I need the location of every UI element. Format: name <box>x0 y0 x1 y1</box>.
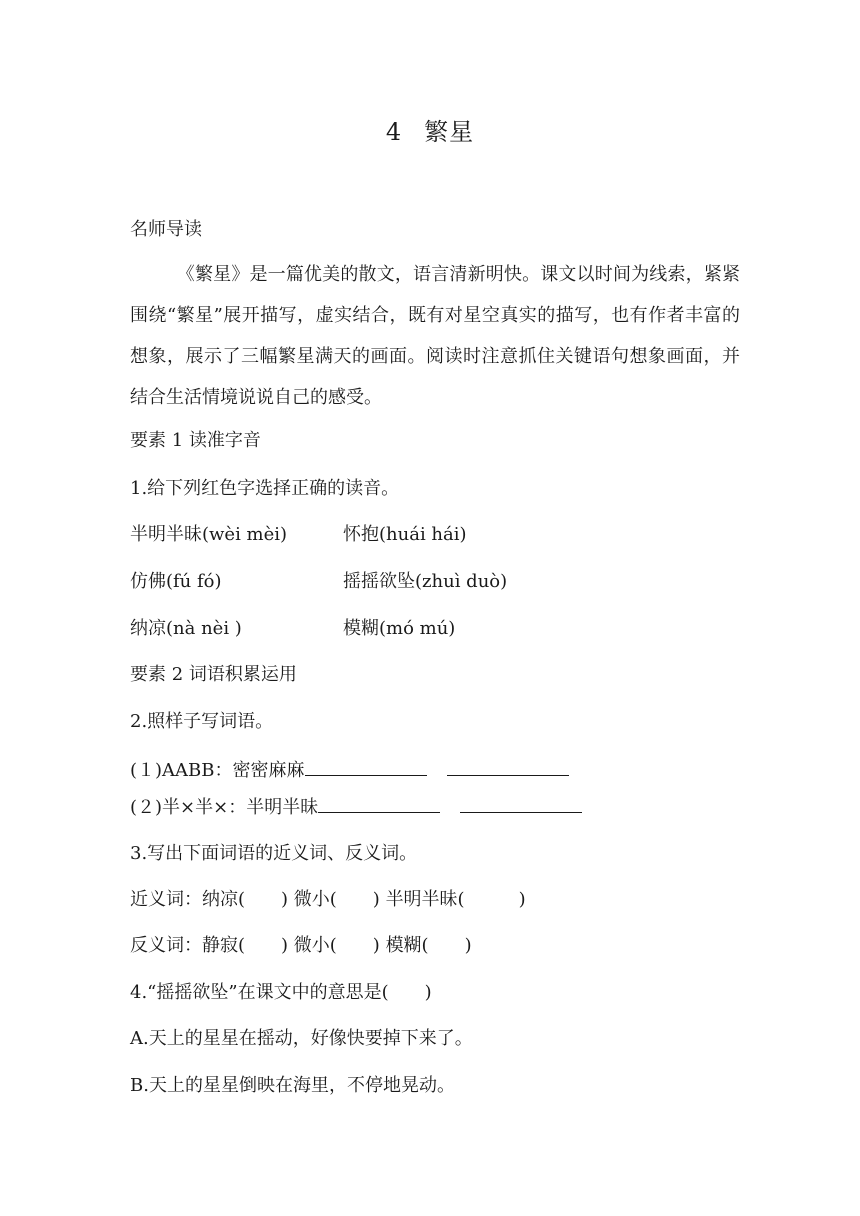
question-2-2-text: (２)半×半×：半明半昧 <box>130 797 319 818</box>
pinyin-item: 怀抱(huái hái) <box>343 524 467 545</box>
section1-heading: 要素 1 读准字音 <box>130 430 261 451</box>
answer-blank[interactable] <box>447 757 569 776</box>
antonyms-label: 反义词： <box>130 935 202 956</box>
pinyin-row-2 <box>130 570 730 594</box>
question-2-1 <box>130 757 569 783</box>
question-2-2 <box>130 794 582 820</box>
option-a: A.天上的星星在摇动，好像快要掉下来了。 <box>130 1028 473 1049</box>
synonym-item: 纳凉( ) <box>202 889 289 910</box>
page-title <box>0 112 860 147</box>
antonym-item: 静寂( ) <box>202 935 289 956</box>
lesson-number: 4 <box>385 118 403 146</box>
pinyin-item: 模糊(mó mú) <box>343 618 456 639</box>
question-2: 2.照样子写词语。 <box>130 711 274 732</box>
synonym-item: 半明半昧( ) <box>385 889 526 910</box>
guide-heading: 名师导读 <box>130 219 202 240</box>
answer-blank[interactable] <box>460 794 582 813</box>
pinyin-row-1 <box>130 523 730 547</box>
answer-blank[interactable] <box>305 757 427 776</box>
pinyin-item: 摇摇欲坠(zhuì duò) <box>343 571 508 592</box>
pinyin-item: 仿佛(fú fó) <box>130 571 222 592</box>
lesson-title: 繁星 <box>424 118 475 146</box>
synonym-item: 微小( ) <box>293 889 380 910</box>
synonyms-row <box>130 888 526 912</box>
antonym-item: 模糊( ) <box>385 935 472 956</box>
question-1: 1.给下列红色字选择正确的读音。 <box>130 478 400 499</box>
pinyin-item: 纳凉(nà nèi ) <box>130 618 242 639</box>
question-3: 3.写出下面词语的近义词、反义词。 <box>130 843 418 864</box>
option-b: B.天上的星星倒映在海里，不停地晃动。 <box>130 1075 455 1096</box>
question-2-1-text: (１)AABB：密密麻麻 <box>130 760 305 781</box>
section2-heading: 要素 2 词语积累运用 <box>130 664 297 685</box>
antonym-item: 微小( ) <box>293 935 380 956</box>
question-4: 4.“摇摇欲坠”在课文中的意思是( ) <box>130 982 432 1003</box>
antonyms-row <box>130 934 472 958</box>
pinyin-item: 半明半昧(wèi mèi) <box>130 524 288 545</box>
guide-paragraph: 《繁星》是一篇优美的散文，语言清新明快。课文以时间为线索，紧紧围绕“繁星”展开描写，虚实结合，既有对星空真实的描写，也有作者丰富的想象，展示了三幅繁星满天的画面。阅读时注意抓住关键语句想象画面，并结合生活情境说说自己的感受。 <box>130 264 740 408</box>
synonyms-label: 近义词： <box>130 889 202 910</box>
pinyin-row-3 <box>130 617 730 641</box>
answer-blank[interactable] <box>318 794 440 813</box>
